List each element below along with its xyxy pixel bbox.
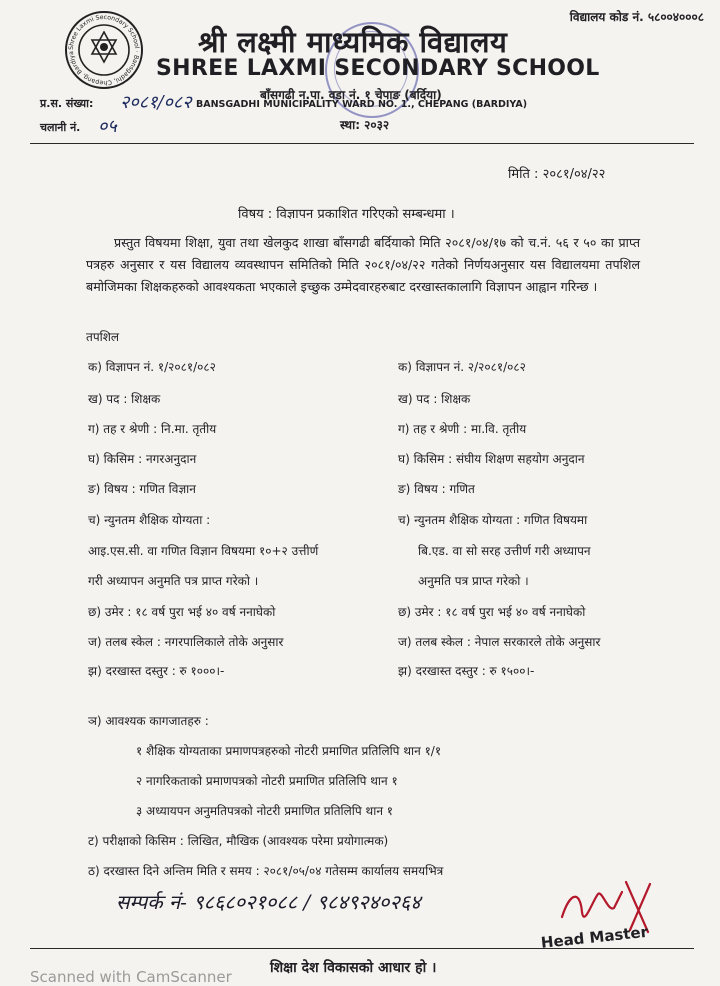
school-name-english: SHREE LAXMI SECONDARY SCHOOL [156,56,600,81]
left-item: ङ) विषय : गणित विज्ञान [88,482,196,496]
school-name-nepali: श्री लक्ष्मी माध्यमिक विद्यालय [198,25,508,59]
right-item: क) विज्ञापन नं. २/२०८१/०८२ [398,360,526,374]
body-paragraph [86,232,640,298]
left-item: क) विज्ञापन नं. १/२०८१/०८२ [88,360,216,374]
letter-subject: विषय : विज्ञापन प्रकाशित गरिएको सम्बन्धमा । [238,207,455,222]
dispatch-label: चलानी नं. [40,121,81,134]
school-code: विद्यालय कोड नं. ५८००४०००८ [569,10,704,24]
footer-slogan: शिक्षा देश विकासको आधार हो । [270,960,437,976]
document-item: ३ अध्यायपन अनुमतिपत्रको नोटरी प्रमाणित प्रतिलिपि थान १ [136,804,394,818]
right-item: अनुमति पत्र प्राप्त गरेको । [418,574,529,588]
left-item: घ) किसिम : नगरअनुदान [88,452,197,466]
right-item: ग) तह र श्रेणी : मा.वि. तृतीय [398,422,527,436]
letter-date: मिति : २०८१/०४/२२ [508,167,606,182]
left-item: ख) पद : शिक्षक [88,392,161,406]
right-item: च) न्युनतम शैक्षिक योग्यता : गणित विषयमा [398,513,588,527]
application-deadline: ठ) दरखास्त दिने अन्तिम मिति र समय : २०८१/०५/०४ गतेसम्म कार्यालय समयभित्र [88,864,444,878]
document-item: १ शैक्षिक योग्यताका प्रमाणपत्रहरुको नोटरी प्रमाणित प्रतिलिपि थान १/१ [136,744,442,758]
body-text: प्रस्तुत विषयमा शिक्षा, युवा तथा खेलकुद शाखा बाँसगढी बर्दियाको मिति २०८१/०४/१७ को च.नं. ५६ र ५० का प्राप्त पत्रहरु अनुसार र यस विद्यालय व्यवस्थापन समितिको मिति २०८१/०४/२२ गतेको निर्णयअनुसार यस विद्यालयमा तपशिल बमोजिमका शिक्षकहरुको आवश्यकता भएकाले इच्छुक उम्मेदवारहरुबाट दरखास्तकालागि विज्ञापन आह्वान गरिन्छ । [86,235,640,294]
exam-type: ट) परीक्षाको किसिम : लिखित, मौखिक (आवश्यक परेमा प्रयोगात्मक) [88,834,389,848]
left-item: गरी अध्यापन अनुमति पत्र प्राप्त गरेको । [88,574,259,588]
right-item: ख) पद : शिक्षक [398,392,471,406]
scanner-watermark: Scanned with CamScanner [30,968,232,986]
reference-number: २०८१/०८२ [120,92,192,113]
contact-numbers: सम्पर्क नं- ९८६८०२१०८८ / ९८४९२४०२६४ [116,890,421,914]
right-item: घ) किसिम : संघीय शिक्षण सहयोग अनुदान [398,452,585,466]
right-item: बि.एड. वा सो सरह उत्तीर्ण गरी अध्यापन [418,544,591,558]
tapsil-heading: तपशिल [86,330,120,344]
reference-label: प्र.स. संख्या: [40,97,94,110]
address-nepali: बाँसगढी न.पा. वडा नं. १ चेपाङ (बर्दिया) [260,88,442,102]
head-master-title: Head Master [540,922,649,952]
left-item: आइ.एस.सी. वा गणित विज्ञान विषयमा १०+२ उत्तीर्ण [88,544,319,558]
logo-text: Shree Laxmi Secondary School · Bansgadhi, Chepang, Bardiya [67,13,141,87]
document-item: २ नागरिकताको प्रमाणपत्रको नोटरी प्रमाणित प्रतिलिपि थान १ [136,774,398,788]
right-item: ङ) विषय : गणित [398,482,475,496]
left-item: झ) दरखास्त दस्तुर : रु १०००।- [88,664,225,678]
address-english: BANSGADHI MUNICIPALITY WARD NO. 1., CHEPANG (BARDIYA) [196,99,528,110]
right-item: झ) दरखास्त दस्तुर : रु १५००।- [398,664,535,678]
footer-divider [30,948,694,949]
header-divider [30,143,694,144]
right-item: ज) तलब स्केल : नेपाल सरकारले तोके अनुसार [398,635,601,649]
right-item: छ) उमेर : १८ वर्ष पुरा भई ४० वर्ष ननाघेको [398,605,586,619]
documents-heading: ञ) आवश्यक कागजातहरु : [88,714,209,728]
school-logo [64,10,144,90]
established-year: स्था: २०३२ [340,118,390,132]
dispatch-number: ०५ [98,116,117,137]
left-item: छ) उमेर : १८ वर्ष पुरा भई ४० वर्ष ननाघेको [88,605,276,619]
left-item: च) न्युनतम शैक्षिक योग्यता : [88,513,211,527]
left-item: ग) तह र श्रेणी : नि.मा. तृतीय [88,422,217,436]
left-item: ज) तलब स्केल : नगरपालिकाले तोके अनुसार [88,635,284,649]
